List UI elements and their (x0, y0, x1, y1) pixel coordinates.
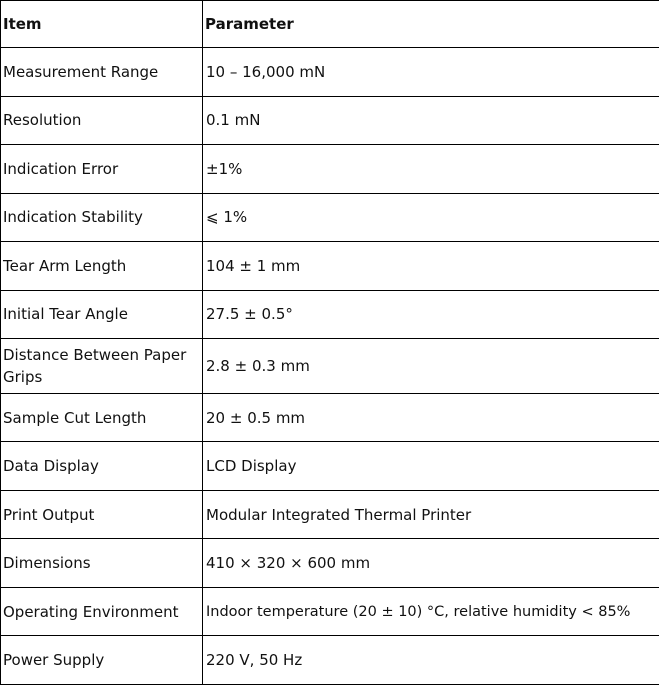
table-header-row (1, 1, 659, 48)
row-parameter: Modular Integrated Thermal Printer (203, 490, 659, 539)
row-item: Resolution (1, 96, 203, 145)
row-parameter: 27.5 ± 0.5° (203, 290, 659, 339)
table-row (1, 490, 659, 539)
row-item: Print Output (1, 490, 203, 539)
table-row (1, 636, 659, 685)
header-parameter: Parameter (203, 1, 659, 48)
row-parameter: ±1% (203, 145, 659, 194)
row-item: Tear Arm Length (1, 242, 203, 291)
row-item: Initial Tear Angle (1, 290, 203, 339)
row-parameter: 220 V, 50 Hz (203, 636, 659, 685)
row-item: Distance Between Paper Grips (1, 339, 203, 394)
table-row (1, 442, 659, 491)
row-item: Measurement Range (1, 48, 203, 97)
row-item: Data Display (1, 442, 203, 491)
row-item: Indication Error (1, 145, 203, 194)
table-row (1, 145, 659, 194)
table-row (1, 539, 659, 588)
row-parameter: 10 – 16,000 mN (203, 48, 659, 97)
table-row (1, 393, 659, 442)
row-parameter: 0.1 mN (203, 96, 659, 145)
table-row (1, 193, 659, 242)
row-item: Indication Stability (1, 193, 203, 242)
row-parameter: 2.8 ± 0.3 mm (203, 339, 659, 394)
row-item: Sample Cut Length (1, 393, 203, 442)
row-parameter: ⩽ 1% (203, 193, 659, 242)
table-row (1, 587, 659, 636)
table-row (1, 290, 659, 339)
row-parameter: Indoor temperature (20 ± 10) °C, relative humidity < 85% (203, 587, 659, 636)
row-item: Power Supply (1, 636, 203, 685)
header-item: Item (1, 1, 203, 48)
row-parameter: 20 ± 0.5 mm (203, 393, 659, 442)
row-parameter: 104 ± 1 mm (203, 242, 659, 291)
row-item: Dimensions (1, 539, 203, 588)
table-row (1, 96, 659, 145)
row-item: Operating Environment (1, 587, 203, 636)
row-parameter: LCD Display (203, 442, 659, 491)
row-parameter: 410 × 320 × 600 mm (203, 539, 659, 588)
table-row (1, 48, 659, 97)
table-row (1, 242, 659, 291)
table-row (1, 339, 659, 394)
